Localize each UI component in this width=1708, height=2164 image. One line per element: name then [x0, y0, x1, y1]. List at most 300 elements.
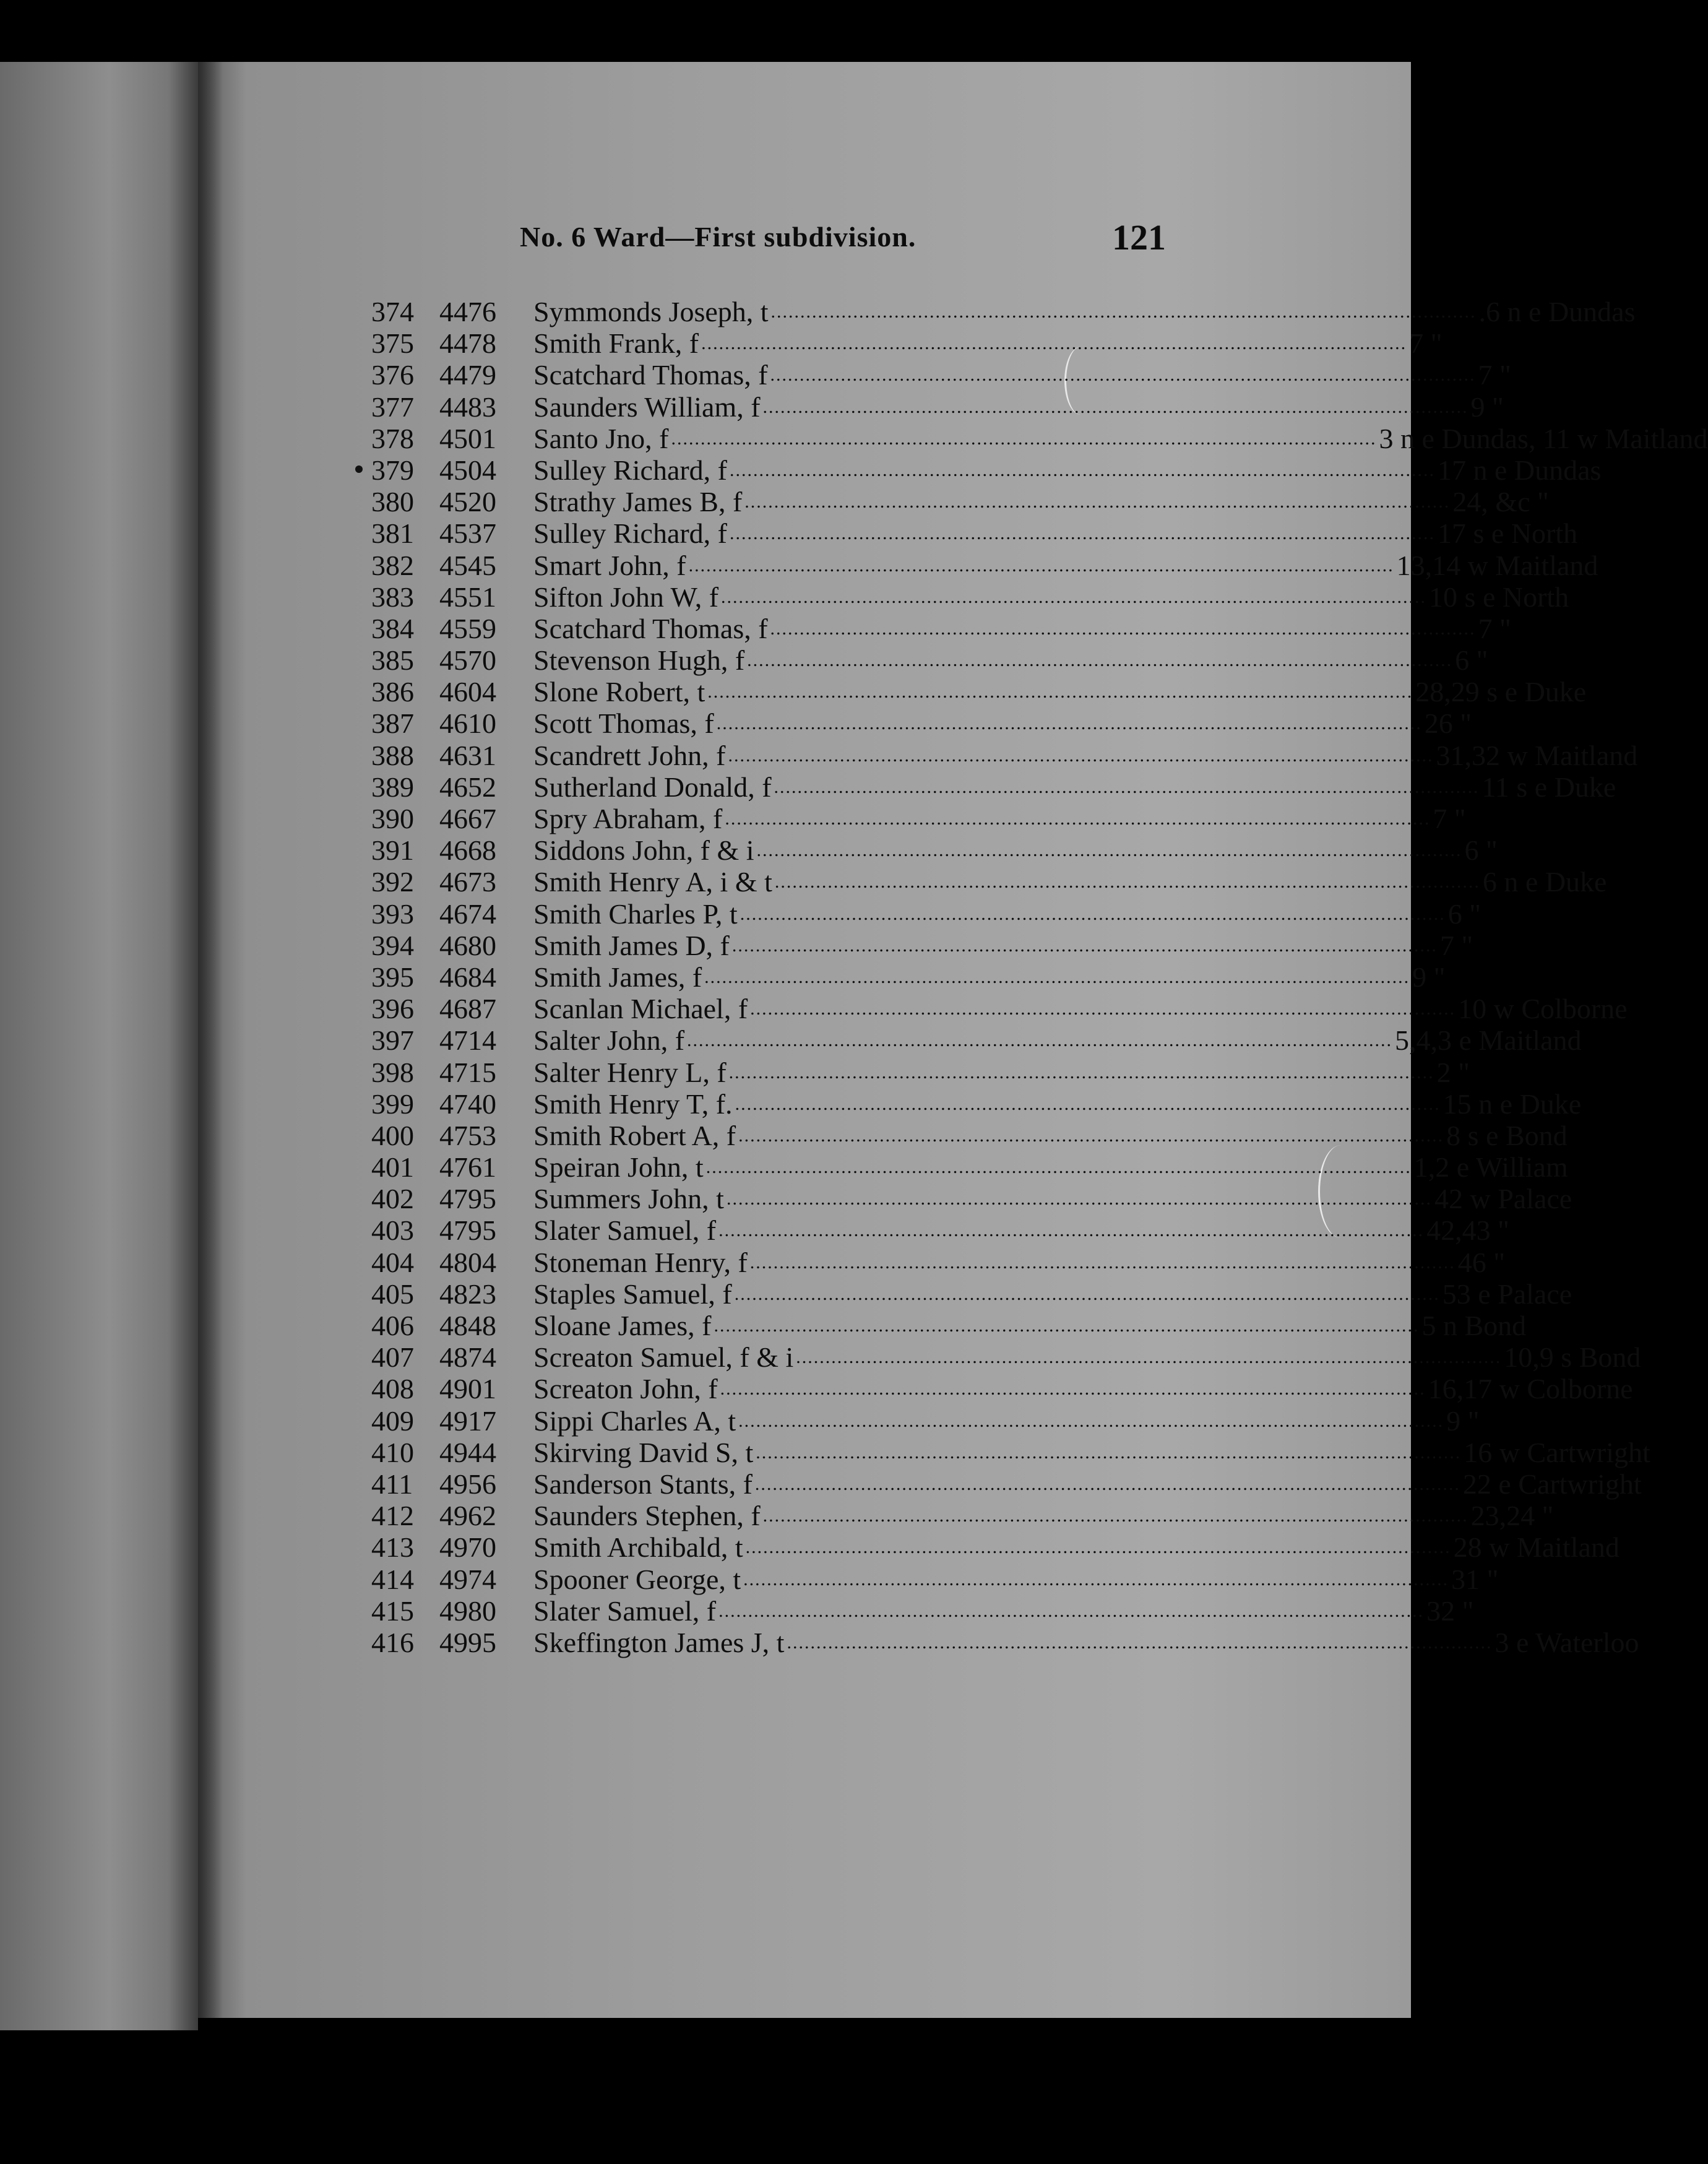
entry-name: Scandrett John, f — [533, 739, 726, 771]
page-number: 121 — [1112, 217, 1166, 258]
entry-name: Symmonds Joseph, t — [533, 296, 769, 327]
entry-name: Scanlan Michael, f — [533, 993, 748, 1025]
entry-assessment-number: 4476 — [439, 296, 496, 327]
left-page-text-fragment: rne — [245, 0, 263, 12]
entry-assessment-number: 4795 — [439, 1183, 496, 1215]
entry-sequence-number: 381 — [371, 517, 414, 550]
entry-assessment-number: 4974 — [439, 1563, 496, 1595]
left-page-text-fragment: das — [97, 0, 114, 12]
dot-leader: ........................................................................................................................ — [718, 1220, 1425, 1241]
entry-sequence-number: 386 — [371, 676, 414, 708]
entry-assessment-number: 4761 — [439, 1151, 496, 1184]
dot-leader: ........................................................................................................................ — [740, 903, 1446, 924]
entry-sequence-number: 409 — [371, 1404, 414, 1437]
directory-entry — [371, 993, 1628, 1025]
directory-entry — [371, 961, 1446, 993]
entry-sequence-number: 391 — [371, 834, 414, 867]
dot-leader: ........................................................................................................................ — [749, 1252, 1456, 1273]
entry-address: 46 " — [1457, 1246, 1506, 1278]
entry-name: Sloane James, f — [533, 1310, 712, 1341]
dot-leader: ........................................................................................................................ — [688, 555, 1394, 576]
entry-assessment-number: 4848 — [439, 1310, 496, 1341]
entry-body — [533, 1531, 1620, 1564]
entry-body — [533, 422, 1708, 454]
entry-body — [533, 1341, 1641, 1374]
entry-name: Smith Henry A, i & t — [533, 866, 772, 898]
left-page-text-fragment: s — [15, 0, 20, 12]
entry-address: 5 n Bond — [1421, 1310, 1527, 1341]
entry-body — [533, 391, 1504, 423]
entry-assessment-number: 4917 — [439, 1404, 496, 1437]
entry-assessment-number: 4537 — [439, 517, 496, 550]
dot-leader: ........................................................................................................................ — [756, 840, 1462, 861]
entry-body — [533, 1119, 1568, 1151]
entry-sequence-number: 380 — [371, 486, 414, 518]
entry-address: 26 " — [1424, 708, 1472, 740]
directory-entry — [371, 1373, 1633, 1405]
left-page-text-fragment: ike — [129, 0, 145, 12]
entry-name: Sippi Charles A, t — [533, 1404, 736, 1437]
entry-body — [533, 1500, 1554, 1532]
dot-leader: ........................................................................................................................ — [671, 428, 1377, 449]
entry-name: Sifton John W, f — [533, 581, 719, 613]
entry-body — [533, 612, 1511, 644]
directory-entry — [371, 296, 1636, 327]
entry-sequence-number: 382 — [371, 549, 414, 581]
dot-leader: ........................................................................................................................ — [770, 365, 1476, 386]
left-page-text-fragment: l — [32, 0, 35, 12]
directory-entry — [371, 422, 1708, 454]
entry-sequence-number: 408 — [371, 1373, 414, 1405]
left-page-text-fragment: m — [53, 0, 63, 12]
entry-assessment-number: 4520 — [439, 486, 496, 518]
directory-entry — [371, 803, 1466, 834]
entry-assessment-number: 4570 — [439, 644, 496, 677]
entry-body — [533, 771, 1616, 803]
entry-sequence-number: 385 — [371, 644, 414, 677]
entry-name: Slater Samuel, f — [533, 1595, 717, 1627]
left-page-text-fragment: e — [25, 0, 32, 12]
entry-assessment-number: 4674 — [439, 898, 496, 930]
entry-body — [533, 1373, 1633, 1405]
directory-entry — [371, 517, 1578, 550]
entry-address: 28 w Maitland — [1453, 1531, 1620, 1564]
entry-name: Spooner George, t — [533, 1563, 741, 1595]
entry-address: 13,14 w Maitland — [1396, 549, 1598, 581]
entry-body — [533, 676, 1587, 708]
entry-address: 32 " — [1426, 1595, 1474, 1627]
left-page-text-fragment: nd — [183, 0, 197, 12]
entry-address: 5,4,3 e Maitland — [1395, 1024, 1582, 1057]
entry-sequence-number: 388 — [371, 739, 414, 771]
entry-body — [533, 1626, 1639, 1658]
entry-address: 1,2 e William — [1413, 1151, 1568, 1184]
dot-leader: ........................................................................................................................ — [770, 301, 1477, 322]
dot-leader: ........................................................................................................................ — [762, 396, 1469, 417]
dot-leader: ........................................................................................................................ — [718, 1600, 1425, 1621]
directory-entry — [371, 1183, 1572, 1215]
ward-title: No. 6 Ward—First subdivision. — [520, 221, 917, 253]
entry-assessment-number: 4740 — [439, 1088, 496, 1120]
entry-address: 8 s e Bond — [1446, 1119, 1568, 1151]
entry-assessment-number: 4631 — [439, 739, 496, 771]
entry-body — [533, 993, 1628, 1025]
entry-name: Salter John, f — [533, 1024, 685, 1057]
entry-sequence-number: 398 — [371, 1056, 414, 1088]
entry-address: 28,29 s e Duke — [1415, 676, 1587, 708]
dot-leader: ........................................................................................................................ — [774, 872, 1480, 893]
entry-assessment-number: 4559 — [439, 612, 496, 644]
entry-address: 6 n e Duke — [1482, 866, 1607, 898]
directory-entry — [371, 1214, 1509, 1247]
left-page-text-fragment: am — [211, 0, 227, 12]
left-page-text-fragment: ke — [171, 0, 184, 12]
directory-entry — [371, 771, 1616, 803]
entry-address: 6 " — [1447, 898, 1481, 930]
entry-address: .6 n e Dundas — [1478, 296, 1636, 327]
entry-assessment-number: 4652 — [439, 771, 496, 803]
left-page-text-fragment: e — [6, 0, 12, 12]
directory-entry — [371, 898, 1481, 930]
entry-address: 9 " — [1412, 961, 1446, 993]
entry-name: Strathy James B, f — [533, 486, 743, 518]
entry-name: Sanderson Stants, f — [533, 1468, 753, 1500]
entry-sequence-number: 402 — [371, 1183, 414, 1215]
entry-sequence-number: 401 — [371, 1151, 414, 1184]
entry-body — [533, 1088, 1582, 1120]
entry-assessment-number: 4962 — [439, 1500, 496, 1532]
directory-entry — [371, 486, 1549, 518]
dot-leader: ........................................................................................................................ — [735, 1093, 1441, 1114]
entry-body — [533, 898, 1481, 930]
dot-leader: ........................................................................................................................ — [738, 1125, 1444, 1146]
left-page-text-fragment: ond — [226, 0, 246, 12]
entry-sequence-number: 379 — [371, 454, 414, 486]
dot-leader: ........................................................................................................................ — [701, 333, 1407, 354]
entry-body — [533, 1278, 1572, 1310]
entry-name: Slone Robert, t — [533, 676, 705, 708]
entry-sequence-number: 374 — [371, 296, 414, 327]
entry-sequence-number: 411 — [371, 1468, 413, 1500]
left-page-text-fragment: d — [35, 0, 41, 12]
entry-assessment-number: 4504 — [439, 454, 496, 486]
dot-leader: ........................................................................................................................ — [705, 1157, 1412, 1178]
left-page-text-fragment: e — [41, 0, 48, 12]
entry-address: 10 s e North — [1429, 581, 1569, 613]
entry-name: Scatchard Thomas, f — [533, 612, 768, 644]
dot-leader: ........................................................................................................................ — [750, 998, 1456, 1019]
entry-name: Smith Henry T, f. — [533, 1088, 733, 1120]
directory-entry — [371, 1595, 1474, 1627]
dot-leader: ........................................................................................................................ — [687, 1030, 1393, 1051]
directory-entry — [371, 359, 1511, 391]
entry-assessment-number: 4823 — [439, 1278, 496, 1310]
entry-name: Staples Samuel, f — [533, 1278, 732, 1310]
dot-leader: ........................................................................................................................ — [704, 966, 1410, 987]
entry-assessment-number: 4901 — [439, 1373, 496, 1405]
directory-entries — [371, 296, 1708, 1658]
entry-name: Saunders William, f — [533, 391, 761, 423]
previous-page-edge — [0, 62, 198, 2030]
entry-address: 10 w Colborne — [1458, 993, 1628, 1025]
entry-assessment-number: 4714 — [439, 1024, 496, 1057]
entry-assessment-number: 4545 — [439, 549, 496, 581]
entry-assessment-number: 4753 — [439, 1119, 496, 1151]
entry-address: 6 " — [1455, 644, 1488, 677]
dot-leader: ........................................................................................................................ — [743, 1569, 1449, 1590]
entry-body — [533, 803, 1466, 834]
entry-sequence-number: 392 — [371, 866, 414, 898]
entry-body — [533, 739, 1638, 771]
entry-address: 17 n e Dundas — [1438, 454, 1602, 486]
directory-entry — [371, 1436, 1650, 1468]
entry-address: 31,32 w Maitland — [1436, 739, 1638, 771]
directory-entry — [371, 1024, 1582, 1057]
entry-sequence-number: 376 — [371, 359, 414, 391]
entry-assessment-number: 4980 — [439, 1595, 496, 1627]
entry-address: 42,43 " — [1426, 1214, 1509, 1247]
entry-body — [533, 359, 1511, 391]
entry-assessment-number: 4478 — [439, 327, 496, 360]
entry-sequence-number: 396 — [371, 993, 414, 1025]
directory-entry — [371, 1341, 1641, 1374]
entry-sequence-number: 407 — [371, 1341, 414, 1374]
entry-body — [533, 581, 1569, 613]
left-page-text-fragment: rth — [114, 0, 130, 12]
entry-name: Screaton John, f — [533, 1373, 718, 1405]
entry-name: Smith Frank, f — [533, 327, 699, 360]
entry-name: Saunders Stephen, f — [533, 1500, 761, 1532]
entry-name: Skirving David S, t — [533, 1436, 754, 1468]
entry-name: Stevenson Hugh, f — [533, 644, 745, 677]
entry-address: 31 " — [1451, 1563, 1499, 1595]
entry-sequence-number: 410 — [371, 1436, 414, 1468]
entry-assessment-number: 4668 — [439, 834, 496, 867]
entry-body — [533, 1404, 1480, 1437]
entry-sequence-number: 384 — [371, 612, 414, 644]
entry-address: 15 n e Duke — [1443, 1088, 1582, 1120]
entry-sequence-number: 395 — [371, 961, 414, 993]
directory-entry — [371, 1531, 1620, 1564]
directory-entry — [371, 1404, 1480, 1437]
dot-leader: ........................................................................................................................ — [738, 1410, 1444, 1431]
entry-address: 7 " — [1439, 929, 1473, 961]
directory-entry — [371, 739, 1638, 771]
entry-address: 53 e Palace — [1442, 1278, 1572, 1310]
dot-leader: ........................................................................................................................ — [707, 682, 1413, 703]
entry-address: 2 " — [1436, 1056, 1470, 1088]
entry-body — [533, 1183, 1572, 1215]
entry-name: Smith Charles P, t — [533, 898, 738, 930]
entry-assessment-number: 4673 — [439, 866, 496, 898]
entry-sequence-number: 375 — [371, 327, 414, 360]
entry-assessment-number: 4944 — [439, 1436, 496, 1468]
dot-leader: ........................................................................................................................ — [745, 1537, 1451, 1558]
page-header — [520, 217, 1166, 264]
entry-assessment-number: 4804 — [439, 1246, 496, 1278]
entry-body — [533, 1214, 1509, 1247]
page-gutter — [198, 62, 223, 2018]
entry-name: Smart John, f — [533, 549, 686, 581]
dot-leader: ........................................................................................................................ — [787, 1632, 1493, 1653]
directory-entry — [371, 1151, 1568, 1184]
entry-assessment-number: 4680 — [439, 929, 496, 961]
entry-body — [533, 1024, 1582, 1057]
directory-entry — [371, 1626, 1639, 1658]
dot-leader: ........................................................................................................................ — [730, 523, 1435, 544]
dot-leader: ........................................................................................................................ — [744, 491, 1451, 513]
directory-entry — [371, 391, 1504, 423]
directory-entry — [371, 581, 1569, 613]
entry-assessment-number: 4604 — [439, 676, 496, 708]
entry-address: 3 n e Dundas, 11 w Maitland — [1379, 422, 1708, 454]
entry-sequence-number: 406 — [371, 1310, 414, 1341]
entry-address: 16 w Cartwright — [1464, 1436, 1650, 1468]
entry-name: Smith James, f — [533, 961, 702, 993]
entry-body — [533, 866, 1607, 898]
entry-sequence-number: 415 — [371, 1595, 414, 1627]
dot-leader: ........................................................................................................................ — [734, 1283, 1440, 1304]
dot-leader: ........................................................................................................................ — [730, 459, 1435, 480]
entry-assessment-number: 4795 — [439, 1214, 496, 1247]
directory-entry — [371, 1278, 1572, 1310]
entry-body — [533, 1056, 1470, 1088]
entry-sequence-number: 397 — [371, 1024, 414, 1057]
left-page-text-fragment: and — [262, 0, 282, 12]
entry-body — [533, 454, 1602, 486]
entry-sequence-number: 387 — [371, 708, 414, 740]
entry-name: Smith Robert A, f — [533, 1119, 736, 1151]
directory-entry — [371, 1246, 1506, 1278]
entry-body — [533, 1595, 1474, 1627]
entry-sequence-number: 404 — [371, 1246, 414, 1278]
entry-name: Salter Henry L, f — [533, 1056, 727, 1088]
entry-sequence-number: 414 — [371, 1563, 414, 1595]
entry-assessment-number: 4483 — [439, 391, 496, 423]
directory-entry — [371, 1119, 1568, 1151]
directory-entry — [371, 1088, 1582, 1120]
entry-sequence-number: 403 — [371, 1214, 414, 1247]
entry-sequence-number: 412 — [371, 1500, 414, 1532]
entry-body — [533, 929, 1473, 961]
dot-leader: ........................................................................................................................ — [756, 1442, 1462, 1463]
entry-body — [533, 549, 1598, 581]
directory-entry — [371, 454, 1602, 486]
entry-address: 6 " — [1464, 834, 1498, 867]
left-page-fragments — [0, 0, 1484, 12]
directory-entry — [371, 1468, 1642, 1500]
entry-assessment-number: 4684 — [439, 961, 496, 993]
left-page-text-fragment: pe — [72, 0, 85, 12]
entry-name: Scott Thomas, f — [533, 708, 714, 740]
entry-name: Slater Samuel, f — [533, 1214, 717, 1247]
entry-body — [533, 834, 1498, 867]
left-page-text-fragment: nd — [159, 0, 172, 12]
entry-address: 11 s e Duke — [1482, 771, 1616, 803]
entry-body — [533, 517, 1578, 550]
entry-sequence-number: 400 — [371, 1119, 414, 1151]
entry-assessment-number: 4956 — [439, 1468, 496, 1500]
entry-name: Screaton Samuel, f & i — [533, 1341, 794, 1374]
entry-sequence-number: 393 — [371, 898, 414, 930]
entry-address: 16,17 w Colborne — [1428, 1373, 1633, 1405]
dot-leader: ........................................................................................................................ — [747, 650, 1453, 671]
entry-name: Skeffington James J, t — [533, 1626, 785, 1658]
entry-sequence-number: 377 — [371, 391, 414, 423]
entry-body — [533, 1468, 1642, 1500]
entry-sequence-number: 390 — [371, 803, 414, 834]
entry-sequence-number: 383 — [371, 581, 414, 613]
entry-assessment-number: 4715 — [439, 1056, 496, 1088]
entry-body — [533, 1151, 1568, 1184]
entry-address: 22 e Cartwright — [1462, 1468, 1642, 1500]
directory-entry — [371, 327, 1443, 360]
dot-leader: ........................................................................................................................ — [720, 1378, 1426, 1400]
left-page-text-fragment: e — [0, 0, 6, 12]
directory-entry — [371, 612, 1511, 644]
ink-dot-mark — [355, 465, 363, 473]
left-page-text-fragment: nt — [62, 0, 73, 12]
dot-leader: ........................................................................................................................ — [774, 776, 1480, 797]
left-page-text-fragment: l — [11, 0, 15, 12]
directory-entry — [371, 644, 1488, 677]
entry-body — [533, 1310, 1527, 1341]
entry-address: 17 s e North — [1438, 517, 1578, 550]
entry-assessment-number: 4551 — [439, 581, 496, 613]
entry-name: Summers John, t — [533, 1183, 724, 1215]
directory-entry — [371, 1310, 1527, 1341]
entry-assessment-number: 4687 — [439, 993, 496, 1025]
directory-entry — [371, 676, 1587, 708]
dot-leader: ........................................................................................................................ — [714, 1315, 1420, 1336]
entry-assessment-number: 4479 — [439, 359, 496, 391]
entry-assessment-number: 4995 — [439, 1626, 496, 1658]
entry-body — [533, 644, 1488, 677]
entry-sequence-number: 389 — [371, 771, 414, 803]
entry-sequence-number: 394 — [371, 929, 414, 961]
entry-name: Spry Abraham, f — [533, 803, 723, 834]
entry-assessment-number: 4970 — [439, 1531, 496, 1564]
dot-leader: ........................................................................................................................ — [728, 745, 1434, 766]
entry-name: Sulley Richard, f — [533, 517, 727, 550]
entry-address: 24, &c " — [1452, 486, 1549, 518]
entry-body — [533, 1246, 1506, 1278]
dot-leader: ........................................................................................................................ — [796, 1347, 1502, 1368]
entry-address: 10,9 s Bond — [1504, 1341, 1641, 1374]
left-page-text-fragment: ike — [196, 0, 212, 12]
entry-body — [533, 1563, 1499, 1595]
entry-name: Speiran John, t — [533, 1151, 704, 1184]
left-page-text-fragment: e — [47, 0, 53, 12]
entry-address: 42 w Palace — [1434, 1183, 1572, 1215]
entry-assessment-number: 4874 — [439, 1341, 496, 1374]
directory-entry — [371, 549, 1598, 581]
left-page-text-fragment: ter — [144, 0, 160, 12]
dot-leader: ........................................................................................................................ — [716, 713, 1422, 734]
entry-assessment-number: 4667 — [439, 803, 496, 834]
entry-body — [533, 296, 1636, 327]
entry-address: 9 " — [1446, 1404, 1480, 1437]
entry-address: 23,24 " — [1470, 1500, 1554, 1532]
entry-sequence-number: 416 — [371, 1626, 414, 1658]
directory-entry — [371, 834, 1498, 867]
entry-name: Stoneman Henry, f — [533, 1246, 748, 1278]
entry-name: Smith James D, f — [533, 929, 730, 961]
entry-address: 7 " — [1409, 327, 1443, 360]
entry-assessment-number: 4610 — [439, 708, 496, 740]
entry-address: 3 e Waterloo — [1494, 1626, 1639, 1658]
dot-leader: ........................................................................................................................ — [728, 1062, 1434, 1083]
